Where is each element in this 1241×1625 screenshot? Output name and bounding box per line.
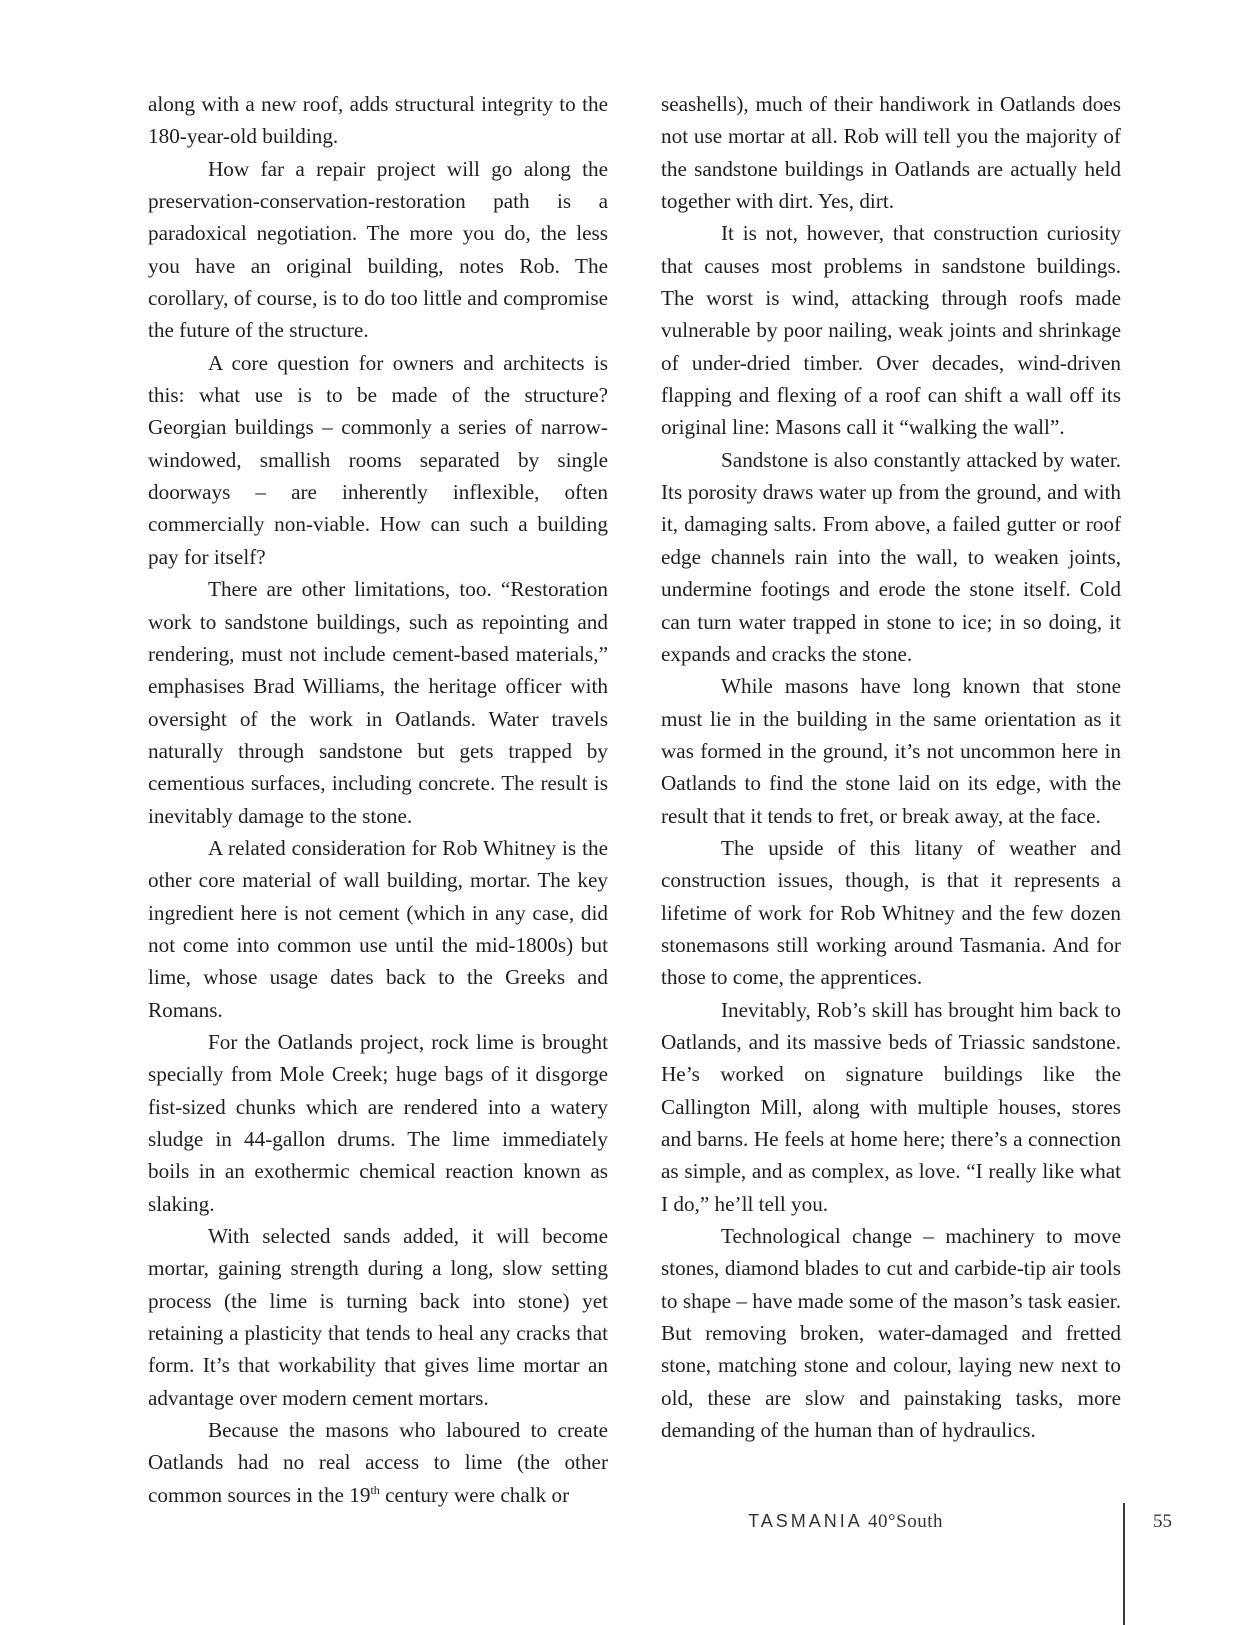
- paragraph: A core question for owners and architects is this: what use is to be made of the structure? Georgian buildings – commonly a series of narrow-windowed, smallish rooms separated by single doorways – are inherently inflexible, often commercially non-viable. How can such a building pay for itself?: [148, 350, 608, 569]
- text-run: Because the masons who laboured to create Oatlands had no real access to lime (the other common sources in the 19: [148, 1418, 608, 1507]
- paragraph: How far a repair project will go along the preservation-conservation-restoration path is a paradoxical negotiation. The more you do, the less you have an original building, notes Rob. The corollary, of course, is to do too little and compromise the future of the structure.: [148, 156, 608, 343]
- edition-name: 40°South: [868, 1511, 943, 1532]
- footer-divider: [1123, 1503, 1125, 1625]
- page-number: 55: [1153, 1511, 1172, 1532]
- running-footer: [748, 1511, 943, 1533]
- paragraph: There are other limitations, too. “Restoration work to sandstone buildings, such as repointing and rendering, must not include cement-based materials,” emphasises Brad Williams, the heritage officer with oversight of the work in Oatlands. Water travels naturally through sandstone but gets trapped by cementious surfaces, including concrete. The result is inevitably damage to the stone.: [148, 577, 608, 828]
- paragraph: With selected sands added, it will become mortar, gaining strength during a long, slow setting process (the lime is turning back into stone) yet retaining a plasticity that tends to heal any cracks that form. It’s that workability that gives lime mortar an advantage over modern cement mortars.: [148, 1224, 608, 1410]
- paragraph: For the Oatlands project, rock lime is brought specially from Mole Creek; huge bags of it disgorge fist-sized chunks which are rendered into a watery sludge in 44-gallon drums. The lime immediately boils in an exothermic chemical reaction known as slaking.: [148, 1029, 608, 1216]
- paragraph: Technological change – machinery to move stones, diamond blades to cut and carbide-tip air tools to shape – have made some of the mason’s task easier. But removing broken, water-damaged and fretted stone, matching stone and colour, laying new next to old, these are slow and painstaking tasks, more demanding of the human than of hydraulics.: [661, 1224, 1121, 1443]
- paragraph-continued: seashells), much of their handiwork in Oatlands does not use mortar at all. Rob will tell you the majority of the sandstone buildings in Oatlands are actually held together with dirt. Yes, dirt.: [661, 92, 1121, 214]
- superscript: th: [370, 1482, 380, 1497]
- text-run: century were chalk or: [379, 1482, 570, 1507]
- paragraph: Inevitably, Rob’s skill has brought him back to Oatlands, and its massive beds of Triassic sandstone. He’s worked on signature buildings like the Callington Mill, along with multiple houses, stores and barns. He feels at home here; there’s a connection as simple, and as complex, as love. “I really like what I do,” he’ll tell you.: [661, 997, 1121, 1216]
- paragraph: It is not, however, that construction curiosity that causes most problems in sandstone buildings. The worst is wind, attacking through roofs made vulnerable by poor nailing, weak joints and shrinkage of under-dried timber. Over decades, wind-driven flapping and flexing of a roof can shift a wall off its original line: Masons call it “walking the wall”.: [661, 221, 1121, 440]
- paragraph: along with a new roof, adds structural integrity to the 180-year-old building.: [148, 92, 608, 149]
- paragraph: While masons have long known that stone must lie in the building in the same orientation as it was formed in the ground, it’s not uncommon here in Oatlands to find the stone laid on its edge, with the result that it tends to fret, or break away, at the face.: [661, 674, 1121, 828]
- left-column: [148, 88, 608, 1511]
- paragraph: The upside of this litany of weather and construction issues, though, is that it represents a lifetime of work for Rob Whitney and the few dozen stonemasons still working around Tasmania. And for those to come, the apprentices.: [661, 835, 1121, 990]
- right-column: [661, 88, 1121, 1446]
- magazine-name: TASMANIA: [748, 1511, 863, 1531]
- paragraph: Sandstone is also constantly attacked by water. Its porosity draws water up from the ground, and with it, damaging salts. From above, a failed gutter or roof edge channels rain into the wall, to weaken joints, undermine footings and erode the stone itself. Cold can turn water trapped in stone to ice; in so doing, it expands and cracks the stone.: [661, 447, 1121, 666]
- paragraph-last-left: [148, 1414, 608, 1511]
- paragraph: A related consideration for Rob Whitney is the other core material of wall building, mortar. The key ingredient here is not cement (which in any case, did not come into common use until the mid-1800s) but lime, whose usage dates back to the Greeks and Romans.: [148, 835, 608, 1022]
